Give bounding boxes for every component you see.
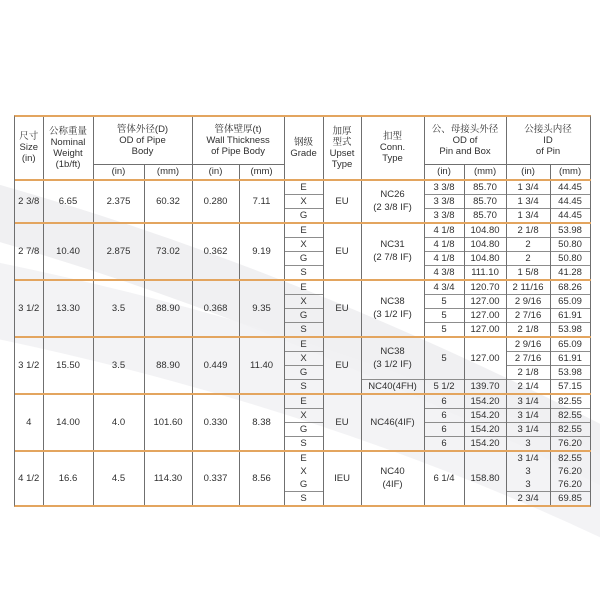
pin-box-od-mm-cell: 104.80 (464, 251, 506, 265)
conn-type-cell: NC46(4IF) (361, 394, 424, 451)
pin-id-in-cell: 2 1/8 (506, 322, 550, 337)
grade-cell: X (284, 194, 323, 208)
pin-box-od-mm-cell: 85.70 (464, 194, 506, 208)
weight-header-en1: Nominal (50, 136, 86, 148)
pin-id-mm-cell: 82.55 (550, 422, 590, 436)
od-header-en2: Body (131, 145, 154, 157)
col-header-conn-type (361, 117, 424, 180)
wall-thickness-in-cell: 0.330 (192, 394, 239, 451)
pin-id-mm-cell: 53.98 (550, 223, 590, 238)
drill-pipe-spec-table-frame (14, 115, 591, 507)
nominal-weight-cell: 6.65 (43, 180, 93, 223)
wall-header-en2: of Pipe Body (211, 145, 265, 157)
upset-type-cell: EU (323, 223, 361, 280)
wall-thickness-mm-cell: 7.11 (239, 180, 284, 223)
pin-id-in-cell: 3 (506, 478, 550, 492)
conn-type-cell: NC40 (4IF) (361, 451, 424, 505)
pin-box-od-mm-cell: 154.20 (464, 436, 506, 451)
size-header-en: Size (19, 142, 38, 154)
pin-box-od-mm-cell: 154.20 (464, 394, 506, 409)
nominal-weight-cell: 10.40 (43, 223, 93, 280)
wall-header-en1: Wall Thickness (206, 134, 270, 146)
pin-box-od-in-cell: 4 3/4 (424, 280, 464, 295)
pin-id-in-cell: 3 1/4 (506, 408, 550, 422)
pin-id-in-cell: 3 1/4 (506, 394, 550, 409)
pin-box-od-mm-cell: 139.70 (464, 379, 506, 394)
upset-type-cell: IEU (323, 451, 361, 505)
wall-thickness-mm-cell: 8.38 (239, 394, 284, 451)
grade-cell: E (284, 280, 323, 295)
conn-type-cell: NC40(4FH) (361, 379, 424, 394)
pin-id-in-cell: 1 3/4 (506, 194, 550, 208)
pinid-header-en2: of Pin (535, 145, 561, 157)
grade-cell: E (284, 180, 323, 195)
weight-header-en2: Weight (53, 147, 83, 159)
upset-type-cell: EU (323, 394, 361, 451)
pin-id-mm-cell: 44.45 (550, 194, 590, 208)
pin-id-in-cell: 2 11/16 (506, 280, 550, 295)
pin-box-od-in-cell: 6 (424, 408, 464, 422)
conn-header-en2: Type (382, 153, 403, 165)
grade-cell: G (284, 478, 323, 492)
pin-box-od-in-cell: 4 3/8 (424, 265, 464, 280)
grade-cell: G (284, 422, 323, 436)
pinid-header-zh: 公接头内径 (524, 123, 572, 135)
pin-id-mm-cell: 76.20 (550, 436, 590, 451)
wall-thickness-in-cell: 0.337 (192, 451, 239, 505)
pin-box-od-in-cell: 4 1/8 (424, 251, 464, 265)
wall-thickness-in-cell: 0.368 (192, 280, 239, 337)
pin-id-in-cell: 2 9/16 (506, 294, 550, 308)
table-header (15, 117, 590, 180)
conn-type-cell: NC26 (2 3/8 IF) (361, 180, 424, 223)
grade-cell: G (284, 365, 323, 379)
pin-id-mm-cell: 76.20 (550, 465, 590, 478)
sub-header-pinbox-in: (in) (424, 164, 464, 180)
grade-cell: S (284, 265, 323, 280)
grade-cell: S (284, 436, 323, 451)
pin-box-od-mm-cell: 127.00 (464, 308, 506, 322)
pin-box-od-mm-cell: 127.00 (464, 337, 506, 380)
pin-id-in-cell: 3 (506, 465, 550, 478)
pin-id-mm-cell: 50.80 (550, 237, 590, 251)
pin-box-od-mm-cell: 104.80 (464, 223, 506, 238)
size-cell: 2 3/8 (15, 180, 43, 223)
upset-header-zh1: 加厚 (332, 125, 352, 137)
col-header-od-pipe-body (93, 117, 192, 164)
col-header-upset-type (323, 117, 361, 180)
header-row-main (15, 117, 590, 164)
grade-cell: E (284, 394, 323, 409)
pin-id-in-cell: 2 1/4 (506, 379, 550, 394)
od-header-en1: OD of Pipe (119, 134, 166, 146)
pin-box-od-in-cell: 3 3/8 (424, 208, 464, 223)
pin-box-od-in-cell: 6 1/4 (424, 451, 464, 505)
od-body-in-cell: 4.0 (93, 394, 144, 451)
drill-pipe-spec-table (15, 117, 591, 505)
grade-header-zh: 钢级 (294, 136, 314, 148)
nominal-weight-cell: 13.30 (43, 280, 93, 337)
grade-cell: E (284, 223, 323, 238)
grade-header-en: Grade (290, 147, 317, 159)
od-body-in-cell: 4.5 (93, 451, 144, 505)
table-row (15, 394, 590, 409)
pin-box-od-in-cell: 3 3/8 (424, 180, 464, 195)
sub-header-pinbox-mm: (mm) (464, 164, 506, 180)
conn-header-zh: 扣型 (383, 131, 403, 143)
grade-cell: S (284, 491, 323, 505)
sub-header-od-mm: (mm) (144, 164, 192, 180)
wall-thickness-in-cell: 0.362 (192, 223, 239, 280)
pin-box-od-mm-cell: 85.70 (464, 208, 506, 223)
grade-cell: X (284, 465, 323, 478)
grade-cell: X (284, 294, 323, 308)
od-body-mm-cell: 60.32 (144, 180, 192, 223)
pin-box-od-in-cell: 4 1/8 (424, 223, 464, 238)
col-header-pin-box-od (424, 117, 506, 164)
pin-id-mm-cell: 53.98 (550, 322, 590, 337)
wall-thickness-in-cell: 0.280 (192, 180, 239, 223)
pin-id-in-cell: 2 7/16 (506, 308, 550, 322)
pin-box-od-in-cell: 5 (424, 294, 464, 308)
od-body-mm-cell: 73.02 (144, 223, 192, 280)
pin-box-od-in-cell: 3 3/8 (424, 194, 464, 208)
spec-table-body (15, 180, 590, 505)
grade-cell: G (284, 251, 323, 265)
od-body-mm-cell: 114.30 (144, 451, 192, 505)
pin-box-od-in-cell: 5 1/2 (424, 379, 464, 394)
pin-id-mm-cell: 61.91 (550, 351, 590, 365)
od-body-mm-cell: 88.90 (144, 280, 192, 337)
nominal-weight-cell: 16.6 (43, 451, 93, 505)
pin-id-in-cell: 1 3/4 (506, 208, 550, 223)
grade-cell: E (284, 451, 323, 465)
wall-thickness-mm-cell: 9.19 (239, 223, 284, 280)
pin-id-in-cell: 1 5/8 (506, 265, 550, 280)
upset-type-cell: EU (323, 337, 361, 394)
od-header-zh: 管体外径(D) (116, 123, 169, 135)
pin-id-in-cell: 2 3/4 (506, 491, 550, 505)
grade-cell: X (284, 237, 323, 251)
col-header-size (15, 117, 43, 180)
sub-header-wall-mm: (mm) (239, 164, 284, 180)
pin-id-mm-cell: 82.55 (550, 451, 590, 465)
table-row (15, 451, 590, 465)
od-body-mm-cell: 101.60 (144, 394, 192, 451)
pin-box-od-mm-cell: 104.80 (464, 237, 506, 251)
pin-id-mm-cell: 69.85 (550, 491, 590, 505)
col-header-nominal-weight (43, 117, 93, 180)
pinbox-header-en1: OD of (452, 134, 478, 146)
weight-header-unit: (1b/ft) (55, 158, 81, 170)
pin-id-in-cell: 2 7/16 (506, 351, 550, 365)
table-row (15, 223, 590, 238)
pin-id-mm-cell: 44.45 (550, 208, 590, 223)
weight-header-zh: 公称重量 (48, 125, 87, 137)
od-body-in-cell: 3.5 (93, 337, 144, 394)
pin-id-mm-cell: 50.80 (550, 251, 590, 265)
grade-cell: E (284, 337, 323, 352)
pin-id-mm-cell: 68.26 (550, 280, 590, 295)
conn-type-cell: NC38 (3 1/2 IF) (361, 337, 424, 380)
pin-id-mm-cell: 65.09 (550, 337, 590, 352)
upset-header-zh2: 型式 (332, 136, 352, 148)
conn-type-cell: NC38 (3 1/2 IF) (361, 280, 424, 337)
table-row (15, 337, 590, 352)
pin-id-in-cell: 2 1/8 (506, 223, 550, 238)
pin-id-mm-cell: 44.45 (550, 180, 590, 195)
col-header-wall-thickness (192, 117, 284, 164)
upset-header-en1: Upset (329, 147, 355, 159)
col-header-pin-id (506, 117, 590, 164)
pin-box-od-mm-cell: 154.20 (464, 422, 506, 436)
pin-id-in-cell: 2 (506, 251, 550, 265)
wall-thickness-mm-cell: 8.56 (239, 451, 284, 505)
grade-cell: S (284, 322, 323, 337)
sub-header-wall-in: (in) (192, 164, 239, 180)
pin-box-od-mm-cell: 85.70 (464, 180, 506, 195)
col-header-grade (284, 117, 323, 180)
nominal-weight-cell: 15.50 (43, 337, 93, 394)
size-header-unit: (in) (21, 153, 36, 165)
pin-box-od-in-cell: 5 (424, 308, 464, 322)
grade-cell: S (284, 379, 323, 394)
od-body-in-cell: 3.5 (93, 280, 144, 337)
pin-box-od-in-cell: 5 (424, 322, 464, 337)
size-header-zh: 尺寸 (19, 131, 39, 143)
upset-type-cell: EU (323, 280, 361, 337)
grade-cell: X (284, 351, 323, 365)
pin-box-od-mm-cell: 120.70 (464, 280, 506, 295)
pin-box-od-mm-cell: 111.10 (464, 265, 506, 280)
size-cell: 3 1/2 (15, 337, 43, 394)
grade-cell: G (284, 208, 323, 223)
wall-thickness-in-cell: 0.449 (192, 337, 239, 394)
pin-box-od-in-cell: 4 1/8 (424, 237, 464, 251)
pin-id-mm-cell: 65.09 (550, 294, 590, 308)
size-cell: 3 1/2 (15, 280, 43, 337)
pin-id-in-cell: 2 (506, 237, 550, 251)
pin-box-od-mm-cell: 127.00 (464, 294, 506, 308)
wall-thickness-mm-cell: 11.40 (239, 337, 284, 394)
nominal-weight-cell: 14.00 (43, 394, 93, 451)
sub-header-pinid-in: (in) (506, 164, 550, 180)
pin-id-in-cell: 3 (506, 436, 550, 451)
pin-id-mm-cell: 76.20 (550, 478, 590, 492)
pin-id-in-cell: 1 3/4 (506, 180, 550, 195)
pin-id-in-cell: 2 9/16 (506, 337, 550, 352)
pin-id-mm-cell: 61.91 (550, 308, 590, 322)
pin-id-mm-cell: 82.55 (550, 394, 590, 409)
conn-type-cell: NC31 (2 7/8 IF) (361, 223, 424, 280)
pin-box-od-in-cell: 6 (424, 394, 464, 409)
upset-header-en2: Type (331, 158, 353, 170)
sub-header-pinid-mm: (mm) (550, 164, 590, 180)
pin-box-od-in-cell: 6 (424, 422, 464, 436)
table-row (15, 280, 590, 295)
pin-id-mm-cell: 41.28 (550, 265, 590, 280)
size-cell: 2 7/8 (15, 223, 43, 280)
conn-header-en1: Conn. (379, 142, 406, 154)
upset-type-cell: EU (323, 180, 361, 223)
wall-header-zh: 管体壁厚(t) (214, 123, 262, 135)
pinbox-header-zh: 公、母接头外径 (431, 123, 499, 135)
pin-box-od-in-cell: 6 (424, 436, 464, 451)
size-cell: 4 (15, 394, 43, 451)
od-body-in-cell: 2.375 (93, 180, 144, 223)
wall-thickness-mm-cell: 9.35 (239, 280, 284, 337)
pin-id-in-cell: 2 1/8 (506, 365, 550, 379)
od-body-mm-cell: 88.90 (144, 337, 192, 394)
pin-box-od-mm-cell: 127.00 (464, 322, 506, 337)
pin-id-in-cell: 3 1/4 (506, 451, 550, 465)
pin-box-od-mm-cell: 158.80 (464, 451, 506, 505)
sub-header-od-in: (in) (93, 164, 144, 180)
pin-id-mm-cell: 82.55 (550, 408, 590, 422)
grade-cell: G (284, 308, 323, 322)
table-row (15, 180, 590, 195)
size-cell: 4 1/2 (15, 451, 43, 505)
pin-id-mm-cell: 57.15 (550, 379, 590, 394)
pin-id-mm-cell: 53.98 (550, 365, 590, 379)
pin-box-od-mm-cell: 154.20 (464, 408, 506, 422)
pin-id-in-cell: 3 1/4 (506, 422, 550, 436)
od-body-in-cell: 2.875 (93, 223, 144, 280)
pin-box-od-in-cell: 5 (424, 337, 464, 380)
pinid-header-en1: ID (543, 134, 553, 146)
pinbox-header-en2: Pin and Box (439, 145, 491, 157)
grade-cell: X (284, 408, 323, 422)
